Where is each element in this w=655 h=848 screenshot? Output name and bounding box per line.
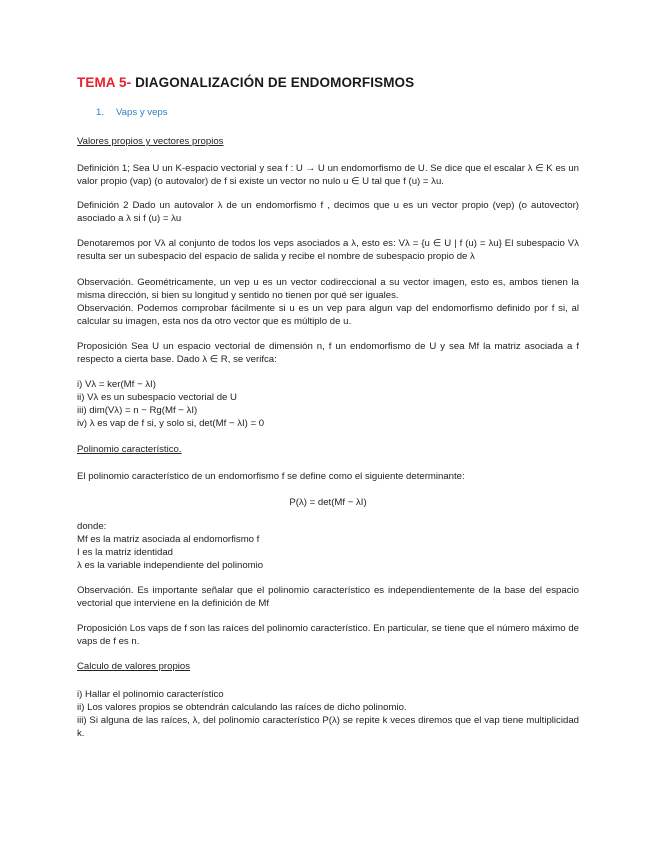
calculation-steps bbox=[77, 688, 579, 740]
donde-label: donde: bbox=[77, 521, 107, 532]
definition-1: Definición 1; Sea U un K-espacio vectorial y sea f : U → U un endomorfismo de U. Se dice que el escalar λ ∈ K es un valor propio (vap) (o autovalor) de f si existe un vector no nulo u ∈ U tal que f (u) = λu. bbox=[77, 163, 579, 187]
proposition-item: i) Vλ = ker(Mf − λI) bbox=[77, 379, 156, 390]
proposition-1: Proposición Sea U un espacio vectorial de dimensión n, f un endomorfismo de U y sea Mf la matriz asociada a f respecto a cierta base. Dado λ ∈ R, se verifca: bbox=[77, 341, 579, 365]
observation-check: Observación. Podemos comprobar fácilmente si u es un vep para algun vap del endomorfismo definido por f si, al calcular su imagen, esta nos da otro vector que es múltiplo de u. bbox=[77, 303, 579, 327]
heading-polinomio: Polinomio característico. bbox=[77, 444, 182, 455]
chapter-separator: - bbox=[126, 75, 136, 90]
definition-2: Definición 2 Dado un autovalor λ de un endomorfismo f , decimos que u es un vector propio (vep) (o autovector) asociado a λ si f (u) = λu bbox=[77, 200, 579, 224]
polynomial-definition: El polinomio característico de un endomorfismo f se define como el siguiente determinante: bbox=[77, 471, 465, 482]
chapter-title bbox=[77, 76, 414, 89]
chapter-number: TEMA 5 bbox=[77, 75, 127, 90]
donde-item: Mf es la matriz asociada al endomorfismo f bbox=[77, 534, 260, 545]
donde-item: λ es la variable independiente del polinomio bbox=[77, 560, 264, 571]
proposition-item: iii) dim(Vλ) = n − Rg(Mf − λI) bbox=[77, 405, 198, 416]
notation-paragraph: Denotaremos por Vλ al conjunto de todos los veps asociados a λ, esto es: Vλ = {u ∈ U | f (u) = λu} El subespacio Vλ resulta ser un subespacio del espacio de salida y recibe el nombre de subespacio propio de λ bbox=[77, 238, 579, 262]
step-item: ii) Los valores propios se obtendrán calculando las raíces de dicho polinomio. bbox=[77, 702, 407, 713]
donde-item: I es la matriz identidad bbox=[77, 547, 173, 558]
step-item: iii) Si alguna de las raíces, λ, del polinomio característico P(λ) se repite k veces diremos que el vap tiene multiplicidad k. bbox=[77, 715, 579, 739]
subheading-number: 1. bbox=[96, 107, 105, 118]
proposition-2: Proposición Los vaps de f son las raíces del polinomio característico. En particular, se tiene que el número máximo de vaps de f es n. bbox=[77, 623, 579, 647]
donde-block bbox=[77, 520, 579, 572]
section-subheading bbox=[96, 106, 168, 119]
subheading-text: Vaps y veps bbox=[116, 107, 168, 118]
observation-basis: Observación. Es importante señalar que el polinomio característico es independientemente de la base del espacio vectorial que interviene en la definición de Mf bbox=[77, 585, 579, 609]
heading-calculo: Calculo de valores propios bbox=[77, 661, 191, 672]
characteristic-formula: P(λ) = det(Mf − λI) bbox=[289, 497, 367, 508]
proposition-item: iv) λ es vap de f si, y solo si, det(Mf − λI) = 0 bbox=[77, 418, 265, 429]
proposition-items bbox=[77, 378, 579, 430]
chapter-name: DIAGONALIZACIÓN DE ENDOMORFISMOS bbox=[135, 75, 415, 90]
observation-geometric: Observación. Geométricamente, un vep u es un vector codireccional a su vector imagen, esto es, ambos tienen la misma dirección, si bien su longitud y sentido no tienen por qué ser iguales. bbox=[77, 277, 579, 301]
heading-valores-propios: Valores propios y vectores propios bbox=[77, 136, 224, 147]
step-item: i) Hallar el polinomio característico bbox=[77, 689, 224, 700]
proposition-item: ii) Vλ es un subespacio vectorial de U bbox=[77, 392, 237, 403]
